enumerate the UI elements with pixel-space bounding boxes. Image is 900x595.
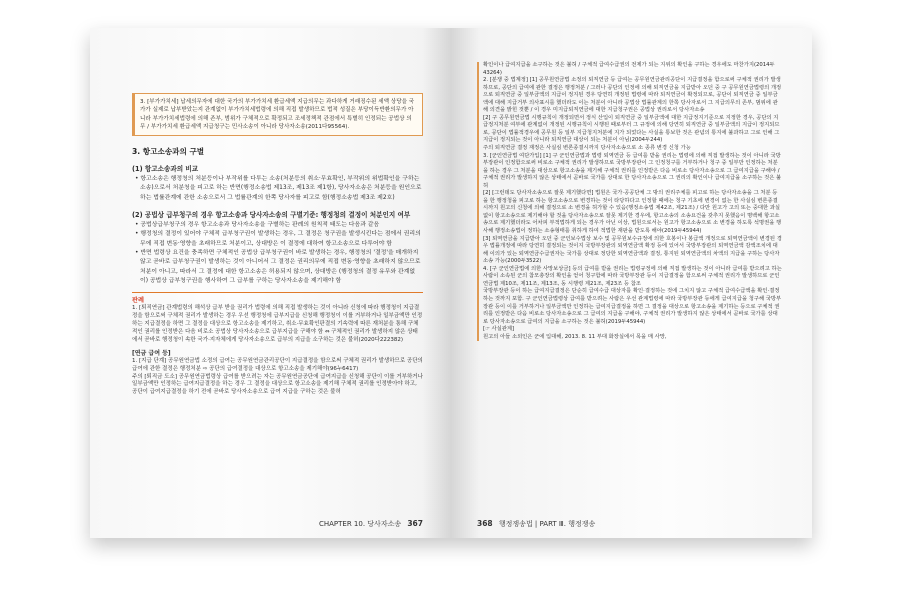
right-footer xyxy=(477,519,595,529)
case-line: 원고의 아들 소외인은 군에 입대해, 2013. 8. 11 부대 화장실에서 목을 매 사망, xyxy=(483,333,667,340)
bullet-text: 공법상급부청구의 경우 항고소송과 당사자소송을 구별하는 판례의 원칙적 태도는 다음과 같음 xyxy=(140,222,380,229)
bullet-paragraph: • 공법상급부청구의 경우 항고소송과 당사자소송을 구별하는 판례의 원칙적 태도는 다음과 같음 xyxy=(135,222,380,229)
bullet-text: 반면 법령상 요건을 충족하면 구체적인 공법상 급부청구권이 바로 발생하는 경우, 행정청의 '결정'을 매개하지 않고 곧바로 급부청구권이 발생하는 것이 아니어서 그 결정은 권리의무에 직접 변동·영향을 초래하지 않으므로 처분이 아니고, 따라서 그 결정에 대한 항고소송은 허용되지 않으며, 상대방은 (행정청의 결정 유무와 관계없이) 공법상 급부청구권을 행사하여 그 급부를 구하는 당사자소송을 제기해야 함 xyxy=(140,249,421,284)
related-sub-heading: [연금 급여 등] xyxy=(132,349,171,357)
book-title-label: 행정쟁송법 | PART Ⅲ. 행정쟁송 xyxy=(498,520,596,528)
case-box-text: 3. [부가가치세] 납세의무자에 대한 국가의 부가가치세 환급세액 지급의무는 과다하게 거래징수된 세액 상당을 국가가 실제로 납부받았는지 관계없이 부가가치세법령에 의해 직접 발생하므로 법적 성질은 부당이득반환의무가 아니라 부가가치세법령에 의해 존부, 범위가 구체적으로 확정되고 조세정책적 관점에서 특별히 인정되는 공법상 의무 / 부가가치세 환급세액 지급청구는 민사소송이 아니라 당사자소송(2011다95564). xyxy=(140,99,415,130)
case-line: [2] 구 공무원연금법 시행규칙이 개정되면서 정식 산입이 퇴직연금 중 일부금액에 대한 지급정지기준으로 지정한 경우, 공단의 지급정지처분 여부에 관계없이 개정된 시행규칙이 시행된 때로부터 그 규정에 의해 당연히 퇴직연금 중 일부금액의 지급이 정지되므로, 공단이 법률적경우에 공무원 등 일부 지급청지처분에 지가 되었다는 사실을 통보한 것은 관념의 통지에 불과하고 그로 인해 그 지급이 정지되는 것이 아니라 퇴직연금 대상이 되는 처분이 아님(2004두244) xyxy=(483,114,780,144)
case-line: 3. [군인연금법 여단가입] [1] 구 군인연금법과 법령 퇴역연금 등 급여를 받을 권리는 법령에 의해 직접 발생하는 것이 아니라 국방부장관이 인정함으로써 비로소 구체적 권리가 발생하므로 국방부장관이 그 인정청구를 거부하거나 청구 중 일부만 인정하는 처분을 하는 경우 그 처분을 대상으로 항고소송을 제기해 구체적 권리를 인정받은 다음 비로소 당사자소송으로 그 급여지급을 구해야 / 구체적 권리가 발생하지 않은 상태에서 곧바로 국가를 상대로 한 당사자소송으로 그 권리의 확인이나 급여지급을 소구하는 것은 불허 xyxy=(483,152,782,189)
bullet-paragraph: • 행정청의 결정이 있어야 구체적 급부청구권이 발생하는 경우, 그 결정은 청구권을 발생시킨다는 점에서 권리의무에 직접 변동·영향을 초래하므로 처분이고, 상대방은 이 결정에 대하여 항고소송으로 다투어야 함 xyxy=(135,231,421,247)
related-cases xyxy=(132,292,423,397)
related-cases-label: 판례 xyxy=(132,297,144,305)
left-page xyxy=(90,28,451,538)
page-number: 367 xyxy=(407,519,423,528)
right-page xyxy=(451,28,812,538)
case-line: 주의 퇴직연금 결정 재정은 사실심 변론종결시까지 당사자소송으로 소 종류 변경 신청 가능 xyxy=(483,145,691,152)
subsection-title-1: (1) 항고소송과의 비교 xyxy=(132,165,199,174)
bullet-text: 항고소송은 행정청의 처분등이나 부작위를 다투는 소송(처분등의 취소·무효확인, 부작위의 위법확인을 구하는 소송)으로서 처분청을 피고로 하는 반면(행정소송법 제13조, 제13조 제1항), 당사자소송은 처분등을 원인으로 하는 법률관계에 관한 소송으로서 그 법률관계의 한쪽 당사자를 피고로 함(행정소송법 제3조 제2호) xyxy=(140,176,422,201)
case-line: 2. [분쟁 중 법계정] [1] 공무원연금법 소정의 퇴직연금 등 급여는 공무원연금관리공단이 지급결정을 함으로써 구체적 권리가 발생하므로, 공단의 급여에 관한 결정은 행정처분 / 그러나 공단의 인정에 의해 퇴직연금을 지급받아 오던 중 구 공무원연금법령의 개정으로 퇴직연금 중 일부금액의 지급이 정지된 경우 당연히 개정된 법령에 따라 퇴직연금이 확정되므로, 공단이 퇴직연금 중 일부금액에 대해 지급거부 의사표시를 했더라도 이는 처분이 아니라 공법상 법률관계의 한쪽 당사자로서 그 지급의무의 존부, 범위에 관해 의견을 밝힌 것뿐 / 이 경우 미지급퇴직연금에 대한 지급청구권은 공법상 권리로서 당사자소송 xyxy=(483,77,782,114)
chapter-label: CHAPTER 10. 당사자소송 xyxy=(318,520,402,528)
page-number: 368 xyxy=(477,519,493,528)
case-line: 국방부장관 등이 하는 급여지급결정은 단순히 급여수급 대상자를 확인·결정하는 것에 그치지 않고 구체적 급여수급액을 확인·결정하는 것까지 포함. 구 군인연금법령상 급여를 받으려는 사람은 우선 관계법령에 따라 국방부장관 등에게 급여지급을 청구해 국방부장관 등이 이를 거부하거나 일부금액만 인정하는 급여지급결정을 하면 그 결정을 대상으로 항고소송을 제기하는 등으로 구체적 권리를 인정받은 다음 비로소 당사자소송으로 그 급여의 지급을 구해야, 구체적 권리가 발생하지 않은 상태에서 곧바로 국가를 상대로 당사자소송으로 급여의 지급을 소구하는 것은 불허(2019두45944) xyxy=(483,288,782,325)
related-sub-item: 1. [지급 단계] 공무원연금법 소정의 급여는 공무원연금관리공단이 지급결정을 함으로써 구체적 권리가 발생하므로 공단의 급여에 관한 결정은 행정처분 ⇨ 공단의 급여결정을 대상으로 항고소송을 제기해야(96누6417) xyxy=(132,357,423,372)
case-line: [3] 퇴역연금을 지급받아 오던 중 군인보수법상 보수 및 공무원보수규정에 의한 호봉이나 봉급액 개정으로 퇴역연금액이 변경된 경우 법률개정에 따라 당연히 결정되는 것이지 국방부장관의 퇴역연금액 확정 등에 있어서 국방부장관의 퇴역연금액 감액조치에 대해 이의가 있는 퇴역연금수급권자는 국가를 상대로 정당한 퇴역연금액과 결정, 통지된 퇴역연금액의 차액의 지급을 구하는 당사자소송 가능(2000두3522) xyxy=(483,235,782,265)
case-line: 4. [구 군인연금법에 의한 사망보상금] 등의 급여를 받을 권리는 법령규정에 의해 직접 발생하는 것이 아니라 급여를 받으려고 하는 사람이 소속된 군의 참모총장의 확인을 얻어 청구함에 따라 국방부장관 등이 지급결정을 함으로써 구체적 권리가 발생하므로 군인연금법 제10조, 제11조, 제13조, 동 시행령 제21조, 제23조 등 참조 xyxy=(483,265,782,287)
subsection-title-2: (2) 공법상 급부청구의 경우 항고소송과 당사자소송의 구별기준: 행정청의 결정이 처분인지 여부 xyxy=(132,211,411,220)
case-box-vat xyxy=(132,93,423,136)
bullet-paragraph: • 항고소송은 행정청의 처분등이나 부작위를 다투는 소송(처분등의 취소·무효확인, 부작위의 위법확인을 구하는 소송)으로서 처분청을 피고로 하는 반면(행정소송법 제13조, 제13조 제1항), 당사자소송은 처분등을 원인으로 하는 법률관계에 관한 소송으로서 그 법률관계의 한쪽 당사자를 피고로 함(행정소송법 제3조 제2호) xyxy=(135,176,422,201)
related-tip: 주의 [퇴직금 도소] 공무원연금법령상 급여를 받으려는 자는 공무원연금공단에 급여지급을 신청해 공단이 이를 거부하거나 일부금액만 인정하는 급여지급결정을 하는 경우 그 결정을 대상으로 항고소송을 제기해 구체적 권리를 인정받아야 하고, 공단이 급여지급결정을 하기 전에 곧바로 당사자소송으로 급여 지급을 구하는 것은 불허 xyxy=(132,373,423,396)
case-line: 확인이나 급여지급을 소구하는 것은 불허 / 구체적 급여수급권의 전제가 되는 지위의 확인을 구하는 경우에도 마찬가지(2014두43264) xyxy=(483,62,775,76)
bullet-text: 행정청의 결정이 있어야 구체적 급부청구권이 발생하는 경우, 그 결정은 청구권을 발생시킨다는 점에서 권리의무에 직접 변동·영향을 초래하므로 처분이고, 상대방은 이 결정에 대하여 항고소송으로 다투어야 함 xyxy=(140,231,421,247)
case-line: [2] [그런데도 당사자소송으로 잘못 제기했다면] 법원은 국가·공공단체 그 밖의 권리주체를 피고로 하는 당사자소송을 그 처분 등을 한 행정청을 피고로 하는 항고소송으로 변경하는 것이 타당하다고 인정할 때에는 청구 기초에 변경이 없는 한 사실심 변론종결시까지 원고의 신청에 의해 결정으로 소 변경을 허가할 수 있음(행정소송법 제42조, 제21조) / 다만 원고가 고의 또는 중대한 과실 없이 항고소송으로 제기해야 할 것을 당사자소송으로 잘못 제기한 경우에, 항고소송의 소송요건을 갖추지 못했음이 명백해 항고소송으로 제기했더라도 어차피 부적법하게 되는 경우가 아닌 이상, 법원으로서는 원고가 항고소송으로 소 변경을 하도록 석명권을 행사해 행정소송법이 정하는 소송형태를 취하게 하여 적법한 재판을 받도록 해야(2019두45944) xyxy=(483,190,782,235)
open-book xyxy=(90,28,812,538)
bullet-paragraph: • 반면 법령상 요건을 충족하면 구체적인 공법상 급부청구권이 바로 발생하는 경우, 행정청의 '결정'을 매개하지 않고 곧바로 급부청구권이 발생하는 것이 아니어서 그 결정은 권리의무에 직접 변동·영향을 초래하지 않으므로 처분이 아니고, 따라서 그 결정에 대한 항고소송은 허용되지 않으며, 상대방은 (행정청의 결정 유무와 관계없이) 공법상 급부청구권을 행사하여 그 급부를 구하는 당사자소송을 제기해야 함 xyxy=(135,249,421,284)
related-case-item: 1. [퇴직연금] 관계법령의 해석상 급부 받을 권리가 법령에 의해 직접 발생하는 것이 아니라 신청에 따라 행정청이 지급결정을 함으로써 구체적 권리가 발생하는 경우 우선 행정청에 급부지급을 신청해 행정청이 이를 거부하거나 일부금액만 인정하는 지급결정을 하면 그 결정을 대상으로 항고소송을 제기하고, 취소·무효확인판결의 기속력에 따른 재처분을 통해 구체적인 권리를 인정받은 다음 비로소 공법상 당사자소송으로 급부지급을 구해야 함 ⇔ 구체적인 권리가 발생하지 않은 상태에서 곧바로 행정청이 속한 국가·지자체에게 당사자소송으로 급부의 지급을 소구하는 것은 불허(2020다222382) xyxy=(132,305,423,343)
case-line: [☞ 사실관계] xyxy=(483,326,515,333)
case-continuation xyxy=(477,62,782,341)
section-title: 3. 항고소송과의 구별 xyxy=(132,147,205,157)
left-footer xyxy=(319,519,423,529)
